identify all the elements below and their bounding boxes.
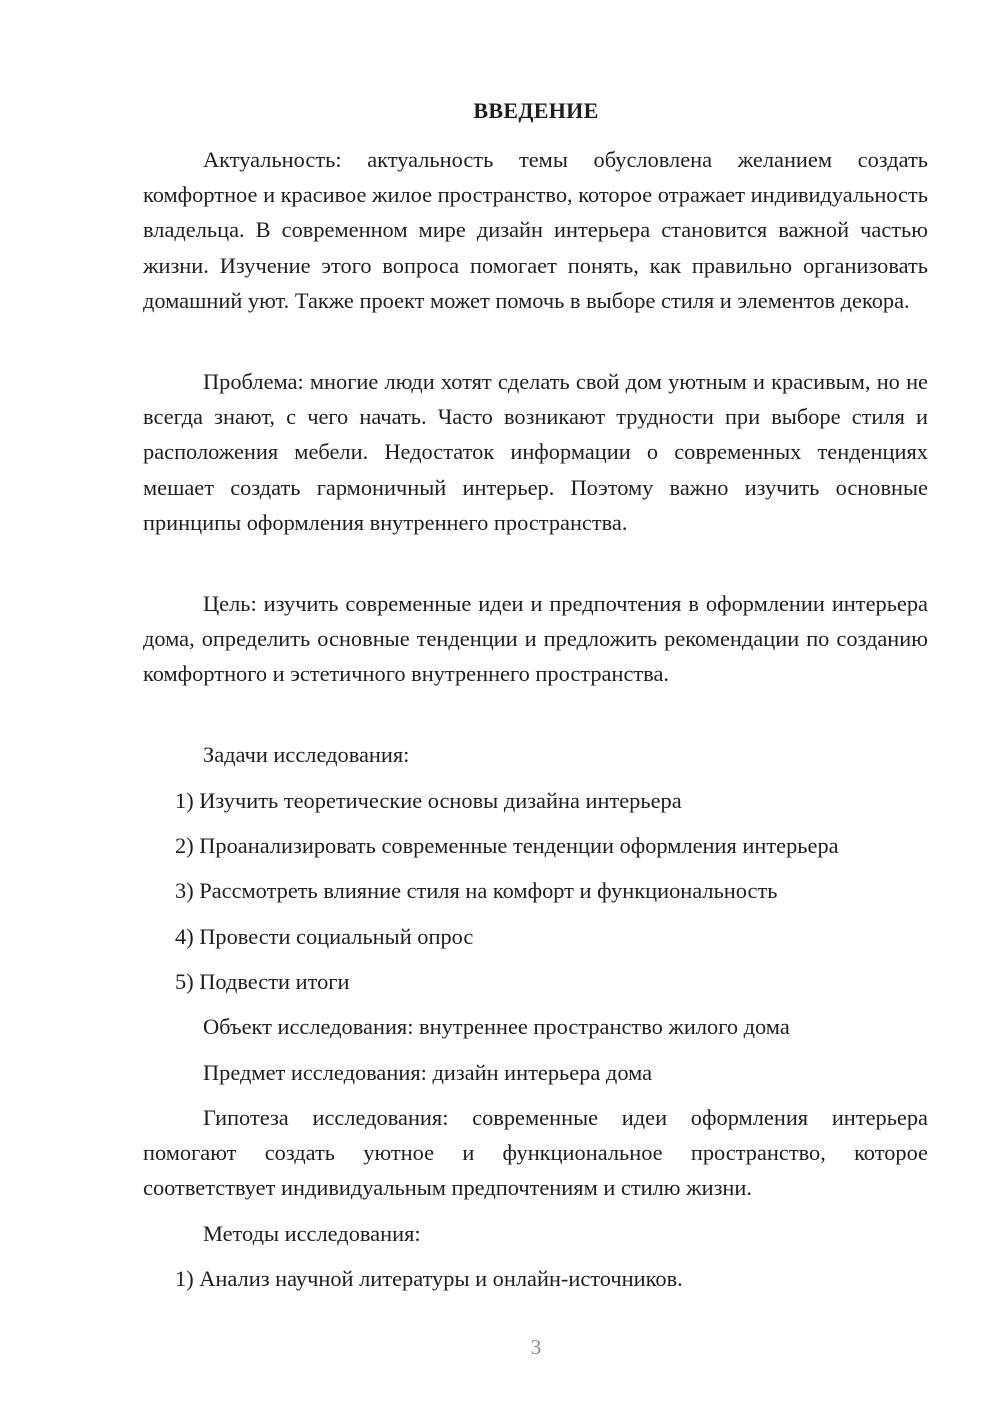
tasks-heading: Задачи исследования: xyxy=(203,742,410,767)
relevance-paragraph-block xyxy=(143,142,928,318)
hypothesis-paragraph: Гипотеза исследования: современные идеи оформления интерьера помогают создать уютное и функциональное пространство, которое соответствует индивидуальным предпочтениям и стилю жизни. xyxy=(143,1105,928,1201)
task-item: 2) Проанализировать современные тенденции оформления интерьера xyxy=(175,833,839,858)
task-item: 4) Провести социальный опрос xyxy=(175,924,474,949)
goal-paragraph-block xyxy=(143,586,928,692)
problem-paragraph: Проблема: многие люди хотят сделать свой дом уютным и красивым, но не всегда знают, с чего начать. Часто возникают трудности при выборе стиля и расположения мебели. Недостаток информации о современных тенденциях мешает создать гармоничный интерьер. Поэтому важно изучить основные принципы оформления внутреннего пространства. xyxy=(143,369,928,535)
relevance-paragraph: Актуальность: актуальность темы обусловлена желанием создать комфортное и красивое жилое пространство, которое отражает индивидуальность владельца. В современном мире дизайн интерьера становится важной частью жизни. Изучение этого вопроса помогает понять, как правильно организовать домашний уют. Также проект может помочь в выборе стиля и элементов декора. xyxy=(143,147,928,313)
task-item: 1) Изучить теоретические основы дизайна интерьера xyxy=(175,788,682,813)
task-item: 5) Подвести итоги xyxy=(175,969,350,994)
method-item: 1) Анализ научной литературы и онлайн-источников. xyxy=(175,1266,683,1291)
page-number: 3 xyxy=(530,1335,542,1359)
problem-paragraph-block xyxy=(143,364,928,540)
task-item: 3) Рассмотреть влияние стиля на комфорт и функциональность xyxy=(175,878,778,903)
research-object: Объект исследования: внутреннее пространство жилого дома xyxy=(203,1014,790,1039)
methods-heading: Методы исследования: xyxy=(203,1221,421,1246)
hypothesis-paragraph-block xyxy=(143,1100,928,1206)
goal-paragraph: Цель: изучить современные идеи и предпочтения в оформлении интерьера дома, определить основные тенденции и предложить рекомендации по созданию комфортного и эстетичного внутреннего пространства. xyxy=(143,591,928,687)
research-subject: Предмет исследования: дизайн интерьера дома xyxy=(203,1060,653,1085)
page-title: ВВЕДЕНИЕ xyxy=(473,98,599,123)
